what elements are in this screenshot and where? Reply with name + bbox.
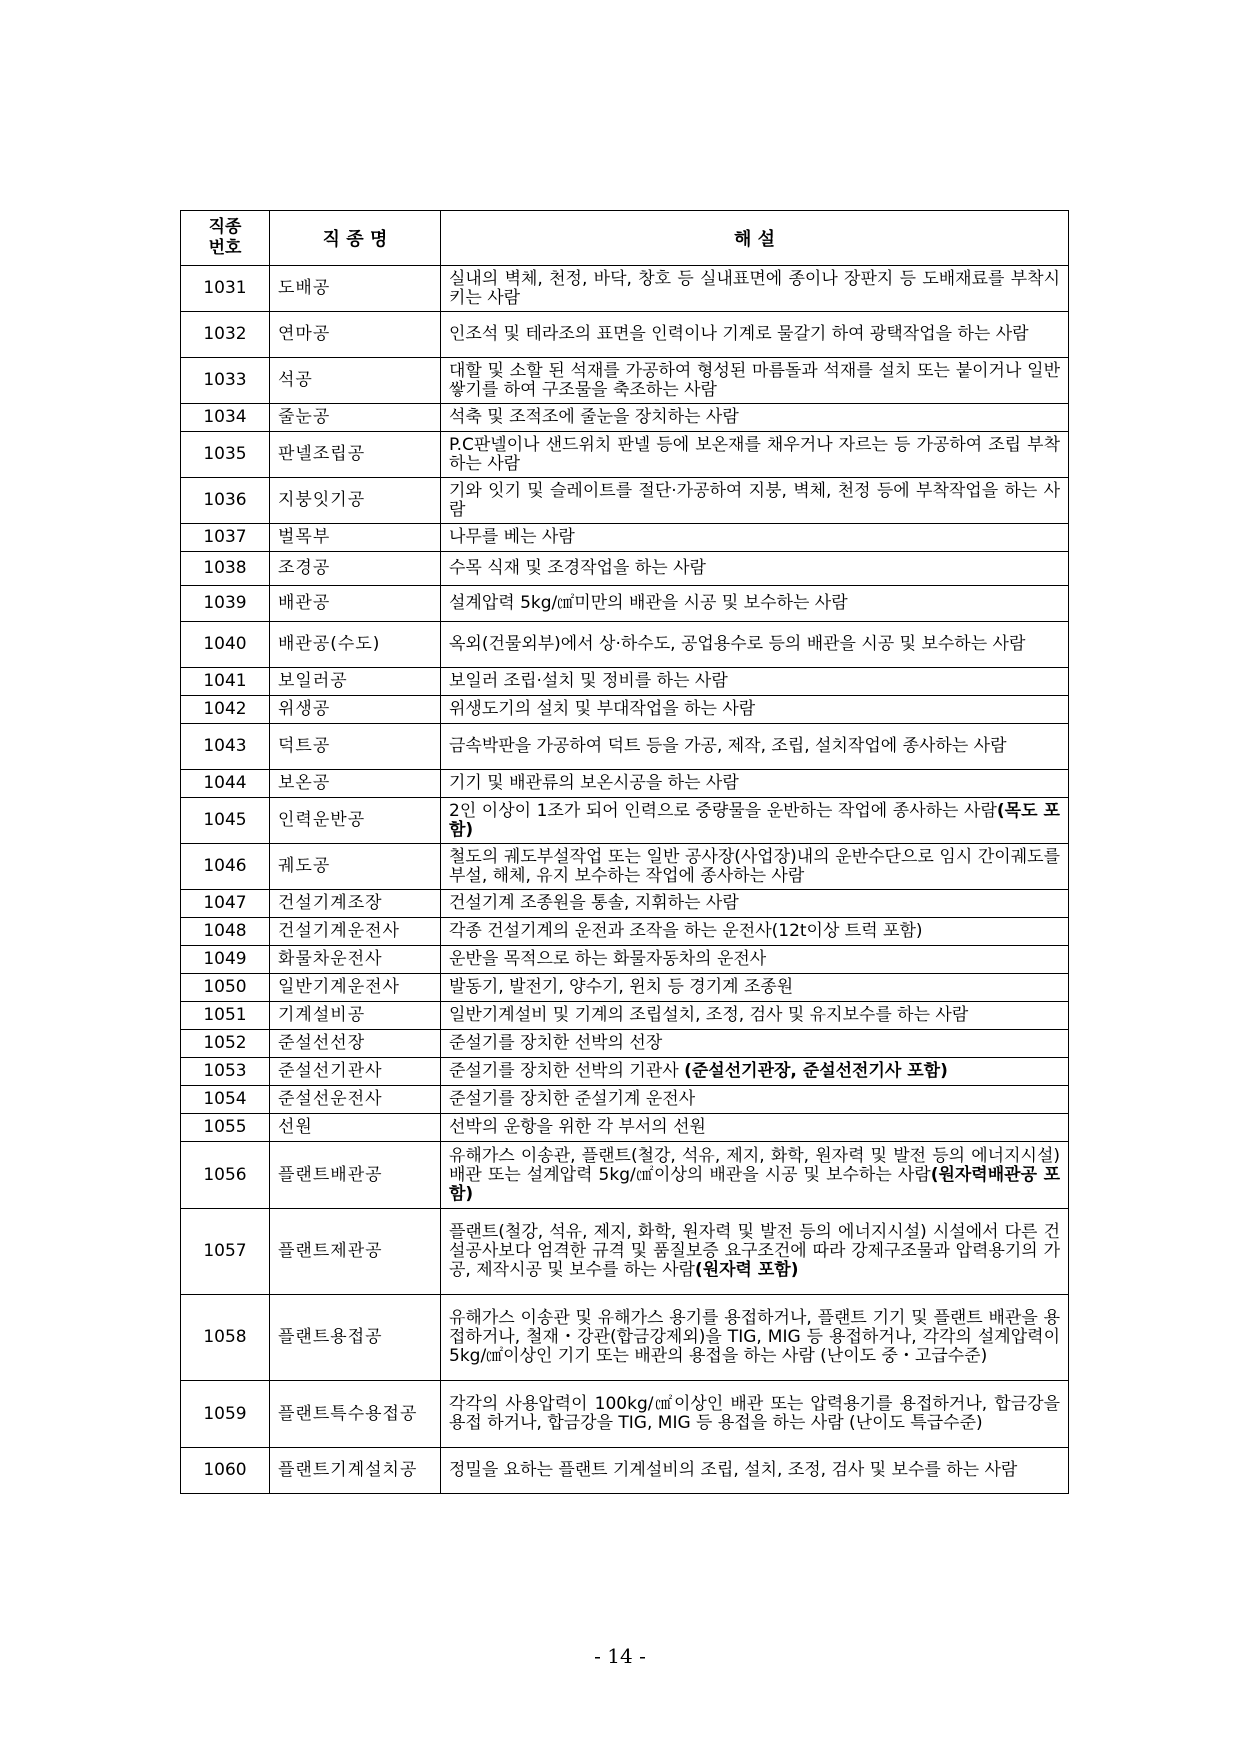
job-name: 선원: [270, 1114, 441, 1142]
job-name: 위생공: [270, 696, 441, 724]
job-description: [441, 844, 1069, 890]
table-row: [181, 404, 1069, 432]
job-name: 배관공(수도): [270, 622, 441, 668]
job-code: 1031: [181, 266, 270, 312]
job-name: 조경공: [270, 552, 441, 586]
job-description: [441, 524, 1069, 552]
description-text: 기기 및 배관류의 보온시공을 하는 사람: [449, 773, 739, 793]
job-code: 1040: [181, 622, 270, 668]
job-description: [441, 404, 1069, 432]
description-text: 기와 잇기 및 슬레이트를 절단·가공하여 지붕, 벽체, 천정 등에 부착작업을 하는 사람: [449, 480, 1061, 520]
job-description: [441, 668, 1069, 696]
job-description: [441, 1002, 1069, 1030]
description-text: 위생도기의 설치 및 부대작업을 하는 사람: [449, 699, 756, 719]
job-description: [441, 724, 1069, 770]
table-row: [181, 1448, 1069, 1494]
description-text: 일반기계설비 및 기계의 조립설치, 조정, 검사 및 유지보수를 하는 사람: [449, 1005, 969, 1025]
job-code: 1051: [181, 1002, 270, 1030]
job-code: 1034: [181, 404, 270, 432]
job-code: 1050: [181, 974, 270, 1002]
job-code: 1043: [181, 724, 270, 770]
job-name: 인력운반공: [270, 798, 441, 844]
description-text: 설계압력 5kg/㎠미만의 배관을 시공 및 보수하는 사람: [449, 593, 848, 613]
description-text: 유해가스 이송관, 플랜트(철강, 석유, 제지, 화학, 원자력 및 발전 등의 에너지시설)배관 또는 설계압력 5kg/㎠이상의 배관을 시공 및 보수하는 사람: [449, 1145, 1060, 1185]
page-number: - 14 -: [594, 1644, 646, 1668]
job-code: 1036: [181, 478, 270, 524]
table-row: [181, 622, 1069, 668]
job-name: 기계설비공: [270, 1002, 441, 1030]
description-text: 준설기를 장치한 선박의 기관사: [449, 1061, 685, 1081]
job-description: [441, 974, 1069, 1002]
job-description: [441, 266, 1069, 312]
description-text: 2인 이상이 1조가 되어 인력으로 중량물을 운반하는 작업에 종사하는 사람: [449, 800, 997, 821]
table-row: [181, 1058, 1069, 1086]
table-row: [181, 266, 1069, 312]
description-text: 정밀을 요하는 플랜트 기계설비의 조립, 설치, 조정, 검사 및 보수를 하는 사람: [449, 1460, 1018, 1480]
table-row: [181, 432, 1069, 478]
job-name: 덕트공: [270, 724, 441, 770]
table-row: [181, 1209, 1069, 1295]
job-name: 플랜트제관공: [270, 1209, 441, 1295]
job-description: [441, 1381, 1069, 1448]
job-description: [441, 890, 1069, 918]
job-description: [441, 1142, 1069, 1209]
header-code: [181, 211, 270, 266]
table-row: [181, 890, 1069, 918]
description-text: 유해가스 이송관 및 유해가스 용기를 용접하거나, 플랜트 기기 및 플랜트 배관을 용접하거나, 철재・강관(합금강제외)을 TIG, MIG 등 용접하거나, 각각의 설계압력이 5kg/㎠이상인 기기 또는 배관의 용접을 하는 사람 (난이도 중・고급수준): [449, 1308, 1060, 1366]
job-code: 1032: [181, 312, 270, 358]
job-code: 1056: [181, 1142, 270, 1209]
table-row: [181, 1002, 1069, 1030]
job-name: 벌목부: [270, 524, 441, 552]
job-description: [441, 918, 1069, 946]
job-description: [441, 1114, 1069, 1142]
job-name: 준설선선장: [270, 1030, 441, 1058]
header-code-line2: 번호: [208, 238, 242, 258]
table-row: [181, 1086, 1069, 1114]
job-description: [441, 622, 1069, 668]
job-name: 준설선운전사: [270, 1086, 441, 1114]
job-code: 1058: [181, 1295, 270, 1381]
description-text: P.C판넬이나 샌드위치 판넬 등에 보온재를 채우거나 자르는 등 가공하여 조립 부착하는 사람: [449, 434, 1060, 474]
description-text: 선박의 운항을 위한 각 부서의 선원: [449, 1117, 706, 1137]
table-row: [181, 844, 1069, 890]
job-name: 화물차운전사: [270, 946, 441, 974]
description-text: 건설기계 조종원을 통솔, 지휘하는 사람: [449, 893, 739, 913]
description-text: 실내의 벽체, 천정, 바닥, 창호 등 실내표면에 종이나 장판지 등 도배재료를 부착시키는 사람: [449, 268, 1060, 308]
table-row: [181, 668, 1069, 696]
job-code: 1055: [181, 1114, 270, 1142]
header-name: 직 종 명: [270, 211, 441, 266]
job-description: [441, 478, 1069, 524]
job-name: 지붕잇기공: [270, 478, 441, 524]
job-description: [441, 1295, 1069, 1381]
job-description: [441, 552, 1069, 586]
job-description: [441, 696, 1069, 724]
job-name: 건설기계운전사: [270, 918, 441, 946]
job-code: 1054: [181, 1086, 270, 1114]
table-row: [181, 974, 1069, 1002]
description-bold-note: (원자력배관공 포함): [449, 1164, 1060, 1204]
description-text: 플랜트(철강, 석유, 제지, 화학, 원자력 및 발전 등의 에너지시설) 시설에서 다른 건설공사보다 엄격한 규격 및 품질보증 요구조건에 따라 강제구조물과 압력용기의 가공, 제작시공 및 보수를 하는 사람: [449, 1222, 1060, 1280]
job-name: 배관공: [270, 586, 441, 622]
description-text: 보일러 조립·설치 및 정비를 하는 사람: [449, 671, 728, 691]
table-row: [181, 1142, 1069, 1209]
table-row: [181, 946, 1069, 974]
job-code: 1046: [181, 844, 270, 890]
job-description: [441, 432, 1069, 478]
job-code: 1047: [181, 890, 270, 918]
job-description: [441, 798, 1069, 844]
job-description: [441, 1058, 1069, 1086]
description-bold-note: (원자력 포함): [694, 1260, 799, 1280]
description-text: 운반을 목적으로 하는 화물자동차의 운전사: [449, 949, 767, 969]
table-row: [181, 798, 1069, 844]
header-desc: 해 설: [441, 211, 1069, 266]
description-text: 철도의 궤도부설작업 또는 일반 공사장(사업장)내의 운반수단으로 임시 간이궤도를 부설, 해체, 유지 보수하는 작업에 종사하는 사람: [449, 846, 1060, 886]
job-description: [441, 1209, 1069, 1295]
job-classification-table: [180, 210, 1069, 1494]
description-bold-note: (목도 포함): [449, 800, 1060, 840]
table-row: [181, 724, 1069, 770]
job-code: 1057: [181, 1209, 270, 1295]
job-description: [441, 312, 1069, 358]
table-row: [181, 1381, 1069, 1448]
description-text: 인조석 및 테라조의 표면을 인력이나 기계로 물갈기 하여 광택작업을 하는 사람: [449, 324, 1029, 344]
description-text: 발동기, 발전기, 양수기, 윈치 등 경기계 조종원: [449, 977, 794, 997]
job-description: [441, 358, 1069, 404]
job-name: 연마공: [270, 312, 441, 358]
description-text: 준설기를 장치한 선박의 선장: [449, 1033, 663, 1053]
table-row: [181, 770, 1069, 798]
job-code: 1035: [181, 432, 270, 478]
header-code-line1: 직종: [208, 217, 242, 237]
job-name: 플랜트배관공: [270, 1142, 441, 1209]
description-text: 대할 및 소할 된 석재를 가공하여 형성된 마름돌과 석재를 설치 또는 붙이거나 일반 쌓기를 하여 구조물을 축조하는 사람: [449, 360, 1060, 400]
table-row: [181, 524, 1069, 552]
table-row: [181, 312, 1069, 358]
description-text: 수목 식재 및 조경작업을 하는 사람: [449, 558, 706, 578]
job-description: [441, 1448, 1069, 1494]
table-row: [181, 696, 1069, 724]
table-row: [181, 1030, 1069, 1058]
description-text: 석축 및 조적조에 줄눈을 장치하는 사람: [449, 407, 739, 427]
description-text: 옥외(건물외부)에서 상·하수도, 공업용수로 등의 배관을 시공 및 보수하는 사람: [449, 634, 1026, 654]
job-name: 판넬조립공: [270, 432, 441, 478]
job-code: 1042: [181, 696, 270, 724]
description-text: 각종 건설기계의 운전과 조작을 하는 운전사(12t이상 트럭 포함): [449, 921, 923, 941]
table-row: [181, 586, 1069, 622]
description-text: 준설기를 장치한 준설기계 운전사: [449, 1089, 696, 1109]
description-text: 각각의 사용압력이 100kg/㎠이상인 배관 또는 압력용기를 용접하거나, 합금강을 용접 하거나, 합금강을 TIG, MIG 등 용접을 하는 사람 (난이도 특급수준): [449, 1394, 1060, 1433]
job-name: 건설기계조장: [270, 890, 441, 918]
job-code: 1060: [181, 1448, 270, 1494]
job-code: 1059: [181, 1381, 270, 1448]
job-code: 1049: [181, 946, 270, 974]
job-classification-sheet: [180, 210, 1068, 1494]
table-row: [181, 358, 1069, 404]
description-text: 나무를 베는 사람: [449, 527, 575, 547]
job-code: 1037: [181, 524, 270, 552]
job-name: 도배공: [270, 266, 441, 312]
job-code: 1041: [181, 668, 270, 696]
job-name: 보온공: [270, 770, 441, 798]
job-code: 1038: [181, 552, 270, 586]
job-name: 궤도공: [270, 844, 441, 890]
job-name: 석공: [270, 358, 441, 404]
table-row: [181, 552, 1069, 586]
job-code: 1052: [181, 1030, 270, 1058]
table-row: [181, 478, 1069, 524]
table-row: [181, 1295, 1069, 1381]
job-name: 보일러공: [270, 668, 441, 696]
job-description: [441, 1030, 1069, 1058]
description-text: 금속박판을 가공하여 덕트 등을 가공, 제작, 조립, 설치작업에 종사하는 사람: [449, 736, 1007, 756]
job-code: 1033: [181, 358, 270, 404]
job-name: 플랜트용접공: [270, 1295, 441, 1381]
job-description: [441, 586, 1069, 622]
job-description: [441, 770, 1069, 798]
job-code: 1039: [181, 586, 270, 622]
job-code: 1053: [181, 1058, 270, 1086]
table-row: [181, 918, 1069, 946]
job-description: [441, 1086, 1069, 1114]
job-code: 1048: [181, 918, 270, 946]
job-name: 플랜트특수용접공: [270, 1381, 441, 1448]
job-code: 1045: [181, 798, 270, 844]
job-name: 줄눈공: [270, 404, 441, 432]
description-bold-note: (준설선기관장, 준설선전기사 포함): [684, 1061, 948, 1081]
table-header-row: [181, 211, 1069, 266]
job-description: [441, 946, 1069, 974]
job-name: 플랜트기계설치공: [270, 1448, 441, 1494]
job-name: 일반기계운전사: [270, 974, 441, 1002]
table-row: [181, 1114, 1069, 1142]
job-name: 준설선기관사: [270, 1058, 441, 1086]
job-code: 1044: [181, 770, 270, 798]
